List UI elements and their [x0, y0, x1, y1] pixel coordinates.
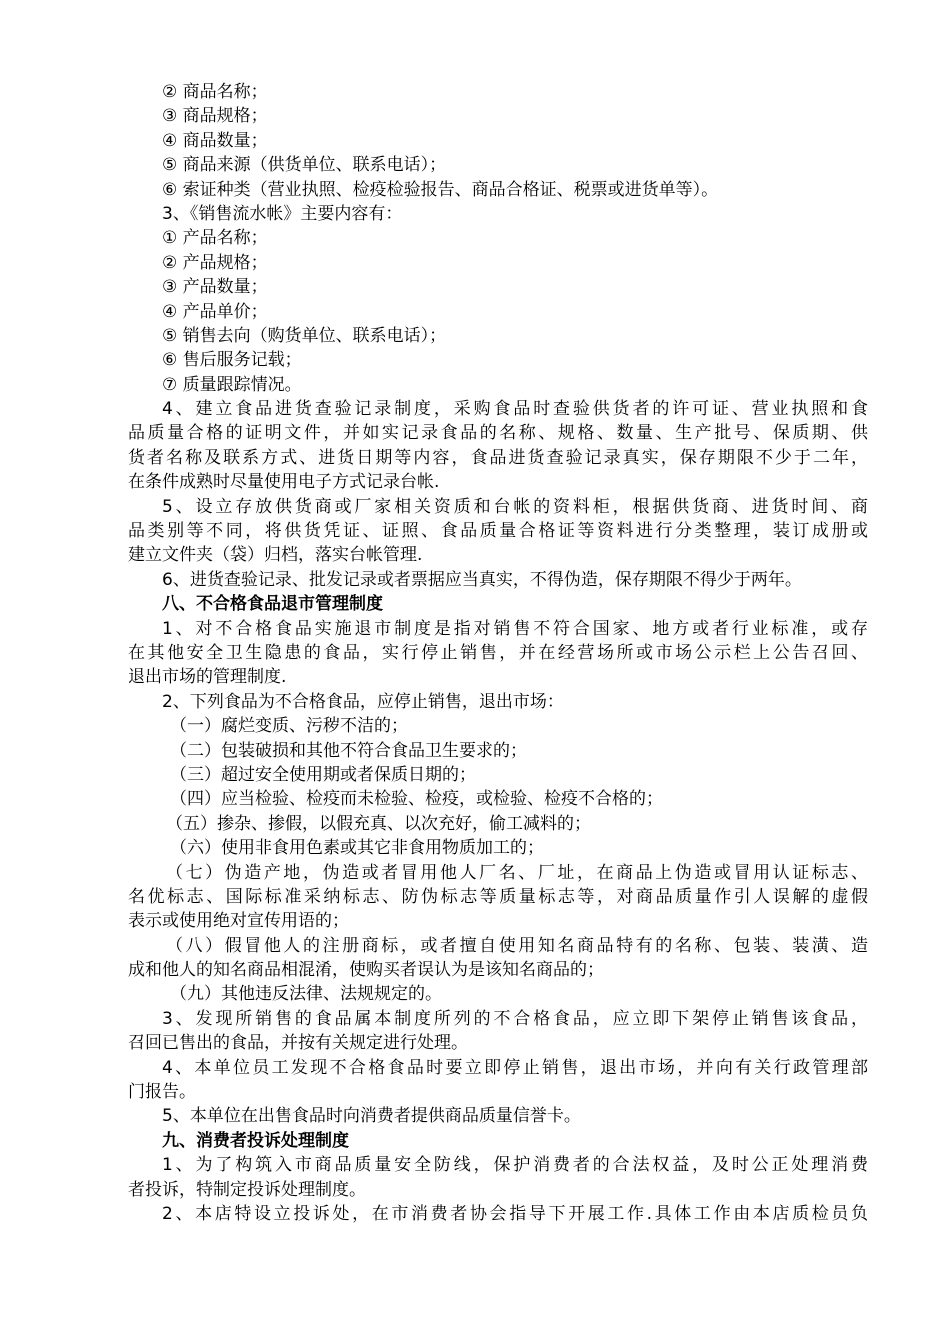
text-line: （七）伪造产地，伪造或者冒用他人厂名、厂址，在商品上伪造或冒用认证标志、 — [166, 862, 868, 883]
text-line: （九）其他违反法律、法规规定的。 — [170, 984, 442, 1005]
text-line: ⑤ 销售去向（购货单位、联系电话）； — [162, 325, 447, 346]
text-line: 5、本单位在出售食品时向消费者提供商品质量信誉卡。 — [162, 1106, 581, 1127]
text-line: 品类别等不同，将供货凭证、证照、食品质量合格证等资料进行分类整理，装订成册或 — [128, 521, 868, 542]
text-line: 2、本店特设立投诉处，在市消费者协会指导下开展工作.具体工作由本店质检员负 — [162, 1203, 868, 1224]
text-line: 表示或使用绝对宣传用语的； — [128, 911, 349, 932]
text-line: 退出市场的管理制度. — [128, 667, 287, 688]
text-line: 门报告。 — [128, 1082, 196, 1103]
text-line: ⑦ 质量跟踪情况。 — [162, 374, 302, 395]
text-line: 4、建立食品进货查验记录制度，采购食品时查验供货者的许可证、营业执照和食 — [162, 399, 868, 420]
text-line: ② 产品规格； — [162, 252, 268, 273]
text-line: ⑥ 售后服务记载； — [162, 350, 302, 371]
text-line: 2、下列食品为不合格食品，应停止销售，退出市场： — [162, 691, 564, 712]
text-line: （五）掺杂、掺假，以假充真、以次充好，偷工减料的； — [166, 813, 591, 834]
text-line: 者投诉，特制定投诉处理制度。 — [128, 1179, 366, 1200]
text-line: ④ 商品数量； — [162, 130, 268, 151]
text-line: 3、发现所销售的食品属本制度所列的不合格食品，应立即下架停止销售该食品， — [162, 1008, 868, 1029]
text-line: 4、本单位员工发现不合格食品时要立即停止销售，退出市场，并向有关行政管理部 — [162, 1057, 868, 1078]
text-line: 召回已售出的食品，并按有关规定进行处理。 — [128, 1033, 468, 1054]
text-line: ③ 商品规格； — [162, 106, 268, 127]
text-line: 在其他安全卫生隐患的食品，实行停止销售，并在经营场所或市场公示栏上公告召回、 — [128, 642, 868, 663]
text-line: （一）腐烂变质、污秽不洁的； — [170, 716, 408, 737]
text-line: （六）使用非食用色素或其它非食用物质加工的； — [170, 838, 544, 859]
text-line: （四）应当检验、检疫而未检验、检疫，或检验、检疫不合格的； — [170, 789, 663, 810]
text-line: ④ 产品单价； — [162, 301, 268, 322]
text-line: 1、为了构筑入市商品质量安全防线，保护消费者的合法权益，及时公正处理消费 — [162, 1155, 868, 1176]
text-line: 3、《销售流水帐》主要内容有： — [162, 203, 403, 224]
text-line: ⑥ 索证种类（营业执照、检疫检验报告、商品合格证、税票或进货单等）。 — [162, 179, 719, 200]
text-line: （三）超过安全使用期或者保质日期的； — [170, 764, 476, 785]
text-line: 6、进货查验记录、批发记录或者票据应当真实，不得伪造，保存期限不得少于两年。 — [162, 569, 802, 590]
text-line: ⑤ 商品来源（供货单位、联系电话）； — [162, 155, 447, 176]
text-line: ② 商品名称； — [162, 82, 268, 102]
text-line: ③ 产品数量； — [162, 277, 268, 298]
text-line: 建立文件夹（袋）归档，落实台帐管理. — [128, 545, 423, 566]
document-page — [128, 80, 868, 1226]
text-line: 在条件成熟时尽量使用电子方式记录台帐. — [128, 472, 440, 493]
text-line: 货者名称及联系方式、进货日期等内容，食品进货查验记录真实，保存期限不少于二年， — [128, 447, 868, 468]
section-heading: 八、不合格食品退市管理制度 — [162, 594, 383, 615]
text-line: 品质量合格的证明文件，并如实记录食品的名称、规格、数量、生产批号、保质期、供 — [128, 423, 868, 444]
text-line: 5、设立存放供货商或厂家相关资质和台帐的资料柜，根据供货商、进货时间、商 — [162, 496, 868, 517]
text-line: （二）包装破损和其他不符合食品卫生要求的； — [170, 740, 527, 761]
text-line: 名优标志、国际标准采纳标志、防伪标志等质量标志等，对商品质量作引人误解的虚假 — [128, 886, 868, 907]
text-line: ① 产品名称； — [162, 228, 268, 249]
section-heading: 九、消费者投诉处理制度 — [162, 1130, 349, 1151]
text-line: （八）假冒他人的注册商标，或者擅自使用知名商品特有的名称、包装、装潢、造 — [166, 935, 868, 956]
text-line: 成和他人的知名商品相混淆，使购买者误认为是该知名商品的； — [128, 960, 604, 981]
text-line: 1、对不合格食品实施退市制度是指对销售不符合国家、地方或者行业标准，或存 — [162, 618, 868, 639]
